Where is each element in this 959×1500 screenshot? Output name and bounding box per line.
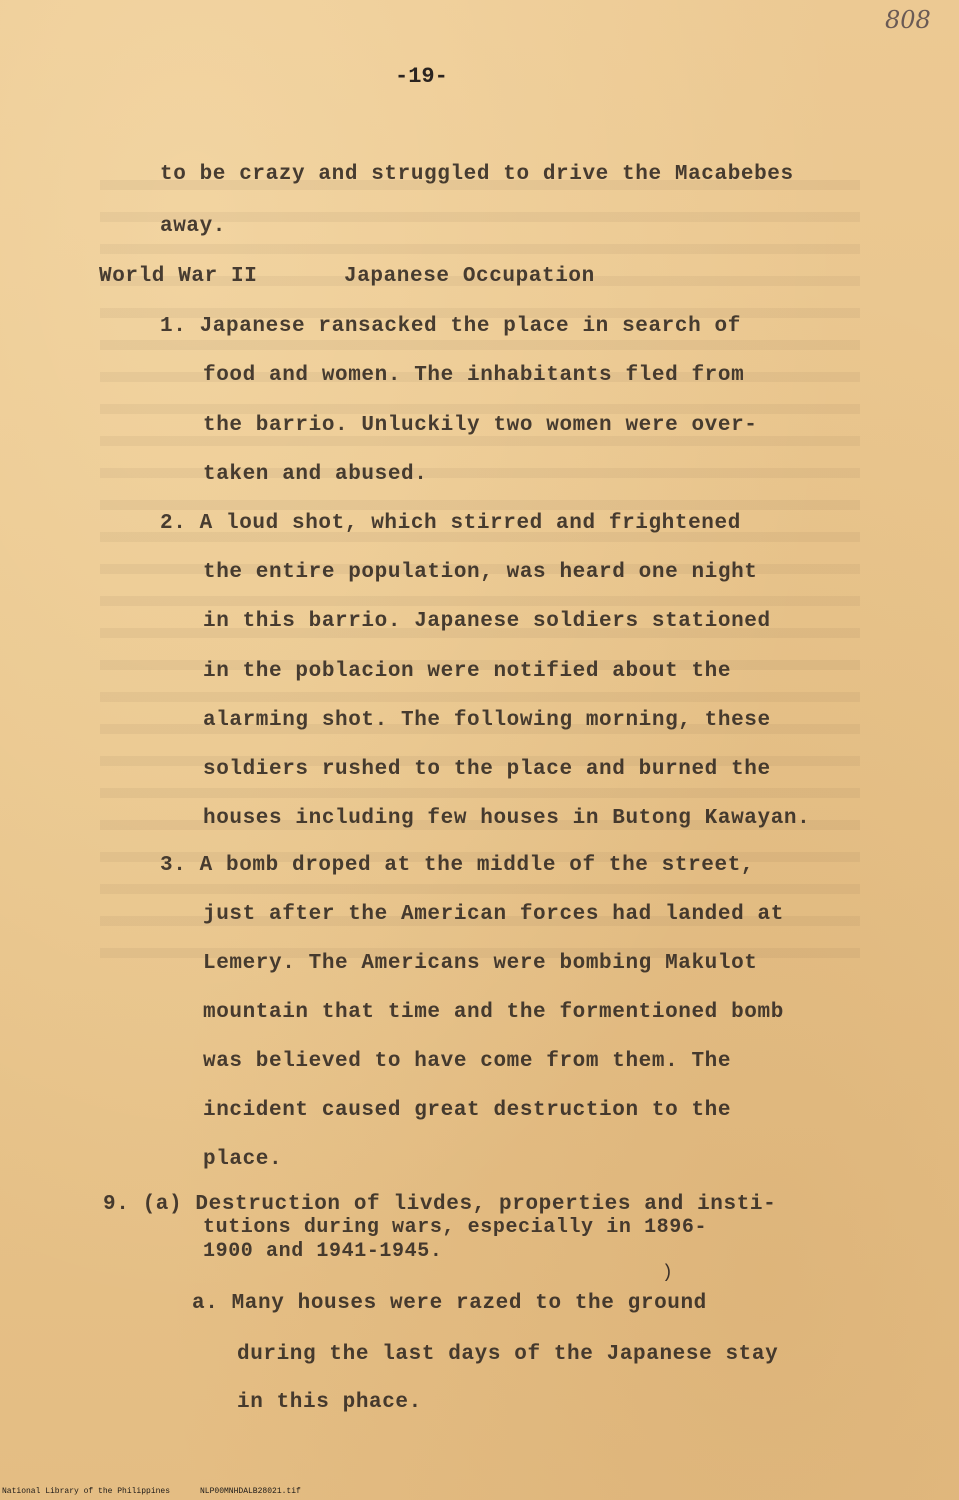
text-line: 1. Japanese ransacked the place in search of	[160, 315, 741, 338]
text-line: 2. A loud shot, which stirred and frightened	[160, 512, 741, 535]
text-line: to be crazy and struggled to drive the Macabebes	[160, 163, 794, 186]
text-line: alarming shot. The following morning, these	[203, 709, 771, 732]
text-line: was believed to have come from them. The	[203, 1050, 732, 1073]
heading-right: Japanese Occupation	[344, 265, 595, 288]
text-line: 3. A bomb droped at the middle of the street,	[160, 854, 755, 877]
text-line: in this barrio. Japanese soldiers stationed	[203, 610, 771, 633]
text-line: place.	[203, 1148, 283, 1171]
text-line: just after the American forces had landed at	[203, 903, 784, 926]
text-line: food and women. The inhabitants fled from	[203, 364, 745, 387]
footer-source: National Library of the Philippines	[2, 1487, 171, 1496]
text-line: during the last days of the Japanese stay	[237, 1343, 779, 1366]
text-line: soldiers rushed to the place and burned the	[203, 758, 771, 781]
text-line: in the poblacion were notified about the	[203, 660, 732, 683]
text-line: houses including few houses in Butong Kawayan.	[203, 807, 811, 830]
text-line: Lemery. The Americans were bombing Makulot	[203, 952, 758, 975]
text-line: the barrio. Unluckily two women were over-	[203, 414, 758, 437]
text-line: the entire population, was heard one night	[203, 561, 758, 584]
text-line: 9. (a) Destruction of livdes, properties and insti-	[103, 1193, 777, 1216]
heading-left: World War II	[99, 265, 258, 288]
text-line: mountain that time and the formentioned bomb	[203, 1001, 784, 1024]
folio-number: 808	[885, 6, 931, 34]
text-line: a. Many houses were razed to the ground	[192, 1292, 707, 1315]
text-line: away.	[160, 215, 227, 238]
stray-mark: )	[662, 1263, 673, 1283]
text-line: tutions during wars, especially in 1896-	[203, 1216, 708, 1239]
footer-filename: NLP00MNHDALB28021.tif	[200, 1487, 301, 1496]
text-line: incident caused great destruction to the	[203, 1099, 732, 1122]
text-line: taken and abused.	[203, 463, 428, 486]
text-line: in this phace.	[237, 1391, 422, 1414]
page-number: -19-	[395, 64, 448, 89]
text-line: 1900 and 1941-1945.	[203, 1240, 443, 1263]
